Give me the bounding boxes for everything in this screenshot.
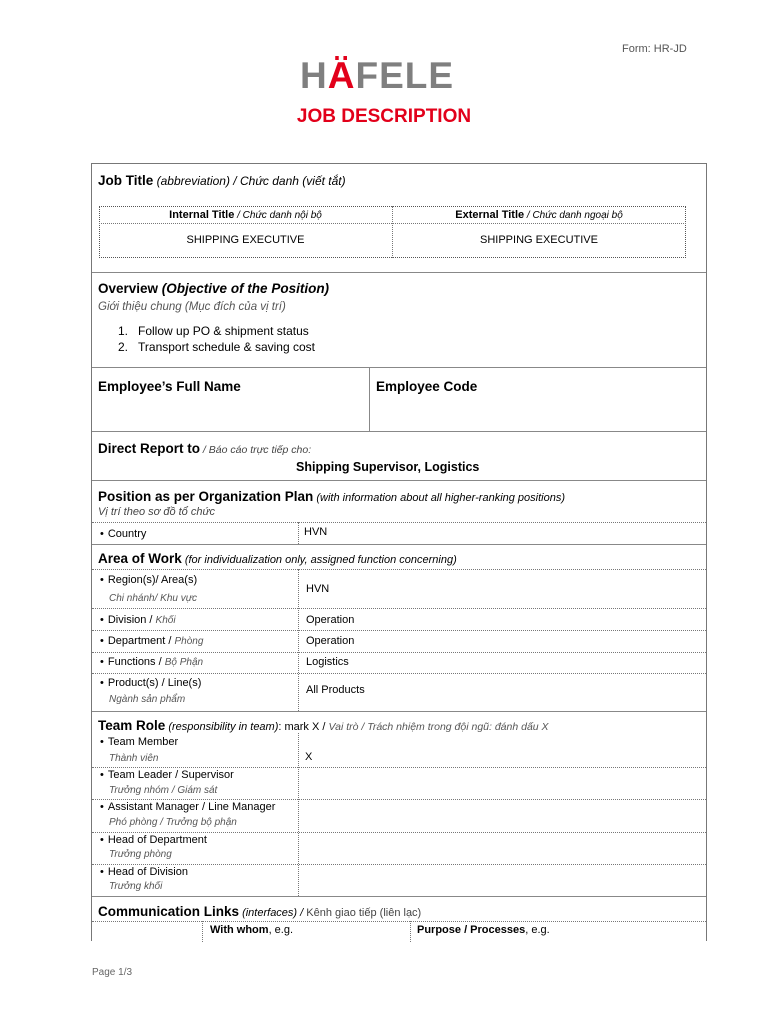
internal-title-value: SHIPPING EXECUTIVE	[186, 234, 305, 246]
communication-heading: Communication Links (interfaces) / Kênh giao tiếp (liên lạc)	[98, 904, 422, 919]
org-plan-heading-vi: Vị trí theo sơ đồ tổ chức	[98, 506, 215, 518]
overview-heading-vi: Giới thiệu chung (Mục đích của vị trí)	[98, 301, 286, 313]
org-plan-heading: Position as per Organization Plan (with information about all higher-ranking positions)	[98, 489, 566, 504]
overview-heading: Overview (Objective of the Position)	[98, 281, 330, 296]
job-title-heading	[98, 172, 346, 190]
area-of-work-heading: Area of Work (for individualization only, assigned function concerning)	[98, 551, 457, 566]
team-member-mark[interactable]: X	[305, 751, 313, 763]
job-title-label-rest: (abbreviation) / Chức danh (viết tắt)	[153, 174, 346, 188]
employee-code-label: Employee Code	[376, 379, 478, 394]
direct-report-value: Shipping Supervisor, Logistics	[296, 460, 480, 474]
country-value: HVN	[304, 526, 328, 538]
team-role-heading: Team Role (responsibility in team): mark X / Vai trò / Trách nhiệm trong đội ngũ: đánh dấu X	[98, 718, 549, 733]
purpose-header: Purpose / Processes, e.g.	[417, 924, 550, 936]
employee-name-label: Employee’s Full Name	[98, 379, 241, 394]
with-whom-header: With whom, e.g.	[210, 924, 294, 936]
external-title-header: External Title / Chức danh ngoại bộ	[455, 209, 623, 221]
overview-item: 2. Transport schedule & saving cost	[118, 340, 315, 354]
form-code: Form: HR-JD	[622, 43, 687, 55]
page-number: Page 1/3	[92, 967, 133, 978]
document-title: JOB DESCRIPTION	[296, 106, 472, 127]
hafele-logo: HÄFELE	[300, 55, 455, 96]
job-title-label: Job Title	[98, 173, 154, 188]
country-label: • Country	[100, 528, 146, 540]
external-title-value: SHIPPING EXECUTIVE	[480, 234, 598, 246]
overview-item: 1. Follow up PO & shipment status	[118, 324, 309, 338]
job-description-form: Job Title (abbreviation) / Chức danh (viết tắt) Internal Title / Chức danh nội bộ External Title / Chức danh ngoại bộ SHIPPING EXECUTIVE SHIPPING EXECUTIVE Overview (Objective of the Position) Giới thiệu chung (Mục đích của vị trí) 1. Follow up PO & shipment status 2. Transport schedule & saving cost Employee’s Full Name Employee Code Direct Report to / Báo cáo trực tiếp cho: Shipping Supervisor, Logistics Position as per Organization Plan (with information about all higher-ranking positions) Vị trí theo sơ đồ tổ chức • Country HVN Area of Work (for individualization only, assigned function concerning) • Region(s)/ Area(s) Chi nhánh/ Khu vực HVN • Division / Khối Operation • Department / Phòng Operation • Functions / Bộ Phận Logistics • Product(s) / Line(s) Ngành sản phẩm All Products Team Role (responsibility in team): mark X / Vai trò / Trách nhiệm trong đội ngũ: đánh dấu X • Team Member Thành viên X • Team Leader / Supervisor Trưởng nhóm / Giám sát • Assistant Manager / Line Manager Phó phòng / Trưởng bộ phận • Head of Department Trưởng phòng • Head of Division Trưởng khối Communication Links (interfaces) / Kênh giao tiếp (liên lạc) With whom, e.g. Purpose / Processes, e.g.	[91, 163, 707, 941]
direct-report-label: Direct Report to / Báo cáo trực tiếp cho:	[98, 441, 312, 456]
internal-title-header: Internal Title / Chức danh nội bộ	[169, 209, 322, 221]
